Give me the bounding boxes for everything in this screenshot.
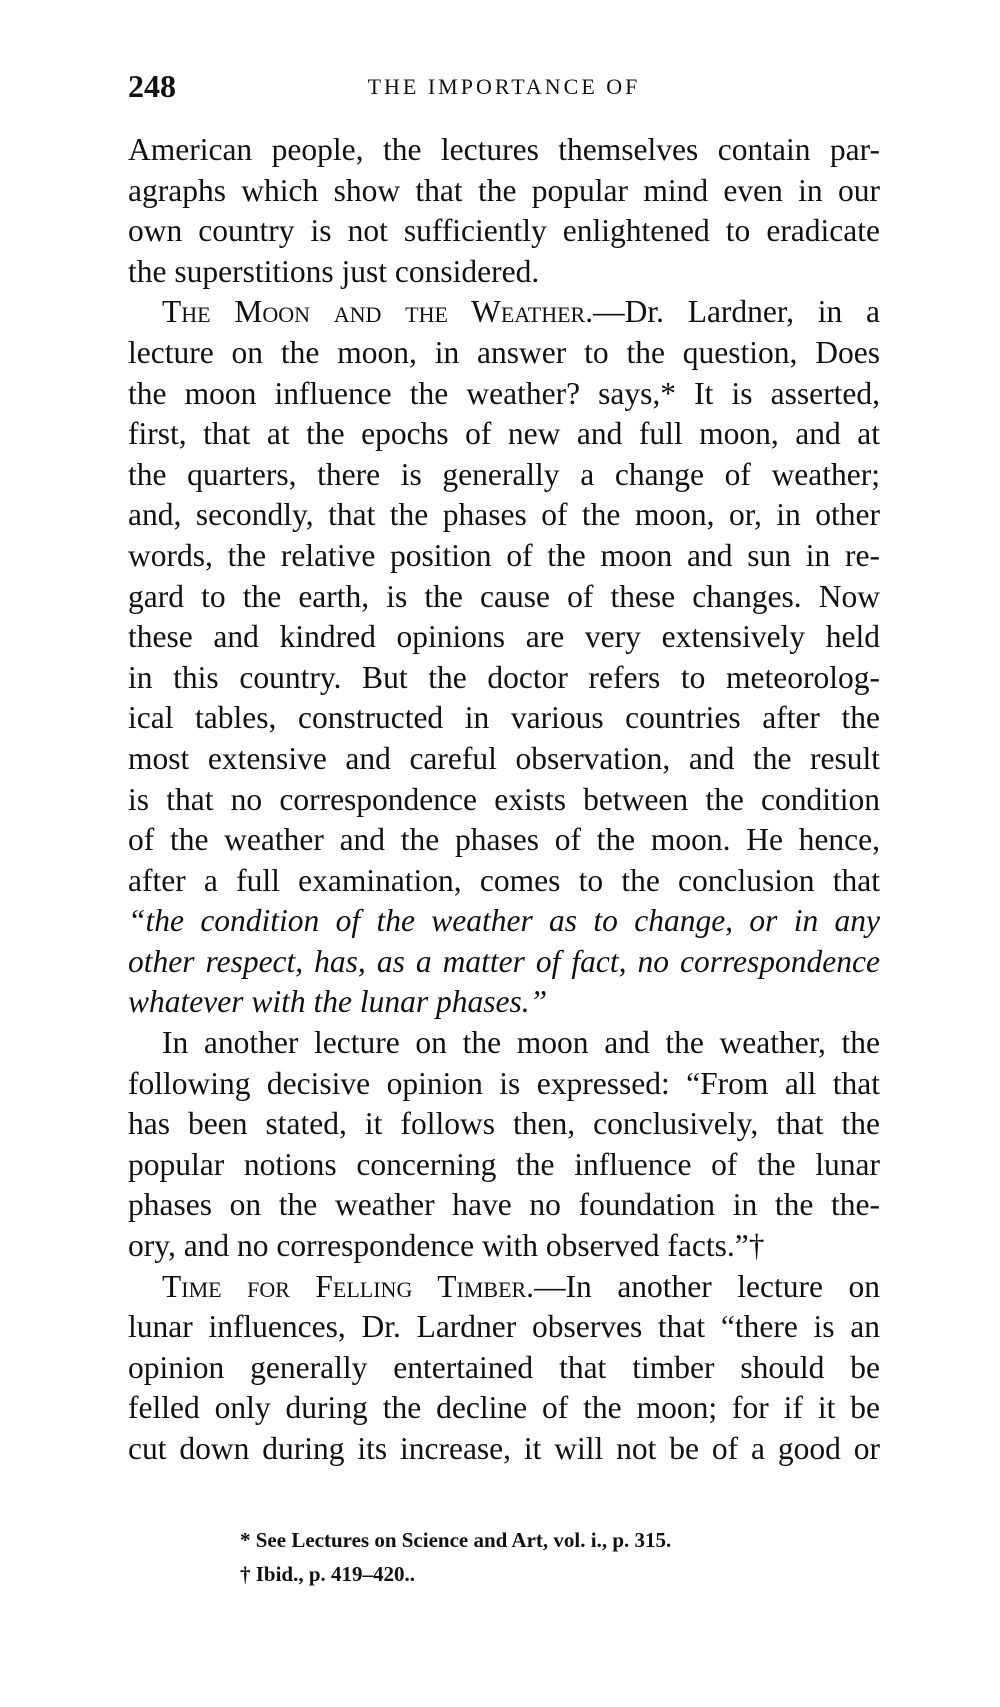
text-line: ory, and no correspondence with observed facts.”† [128,1228,765,1264]
text-line: cut down during its increase, it will not be of a good or [128,1431,880,1466]
footnote-dagger: † Ibid., p. 419–420.. [240,1562,416,1586]
text-line: after a full examination, comes to the conclusion that [128,862,880,898]
text-line: opinion generally entertained that timber should be [128,1349,880,1385]
text-line: own country is not sufficiently enlightened to eradicate [128,213,880,249]
footnote-asterisk: * See Lectures on Science and Art, vol. i., p. 315. [240,1528,672,1552]
text-line: In another lecture on the moon and the weather, the [162,1025,880,1061]
page-header [128,68,880,108]
text-line: lunar influences, Dr. Lardner observes that “there is an [128,1309,880,1345]
text-line: American people, the lectures themselves contain par- [128,132,880,167]
text-line: gard to the earth, is the cause of these changes. Now [128,578,880,614]
running-title: THE IMPORTANCE OF [367,74,641,99]
text-line: the quarters, there is generally a change of weather; [128,456,880,492]
text-line: the moon influence the weather? says,* It is asserted, [128,375,880,411]
text-fragment: —Dr. Lardner, in a [593,294,881,330]
text-line: phases on the weather have no foundation in the the- [128,1187,880,1223]
quoted-line: whatever with the lunar phases.” [128,984,548,1020]
text-line [128,1267,880,1308]
paragraph-1 [128,130,880,292]
text-fragment: —In another lecture on [534,1268,880,1304]
text-line: and, secondly, that the phases of the moon, or, in other [128,497,880,533]
footnotes [240,1523,880,1591]
section-heading-felling-timber: Time for Felling Timber. [162,1268,535,1304]
text-line: the superstitions just considered. [128,253,540,289]
text-line: of the weather and the phases of the moon. He hence, [128,822,880,858]
quoted-line: “the condition of the weather as to change, or in any [128,903,880,939]
paragraph-2 [128,292,880,1023]
text-line: lecture on the moon, in answer to the question, Does [128,334,880,370]
paragraph-4 [128,1267,880,1470]
quoted-line: other respect, has, as a matter of fact, no correspondence [128,943,880,979]
text-line: these and kindred opinions are very extensively held [128,619,880,655]
paragraph-3 [128,1023,880,1267]
text-line: agraphs which show that the popular mind even in our [128,172,880,208]
body-text [128,130,880,1470]
text-line: in this country. But the doctor refers to meteorolog- [128,659,880,695]
text-line: is that no correspondence exists between the condition [128,781,880,817]
text-line: ical tables, constructed in various countries after the [128,700,880,736]
text-line: popular notions concerning the influence of the lunar [128,1146,880,1182]
text-line: words, the relative position of the moon and sun in re- [128,537,880,573]
text-line: most extensive and careful observation, and the result [128,740,880,776]
text-line: has been stated, it follows then, conclusively, that the [128,1106,880,1142]
text-line: felled only during the decline of the moon; for if it be [128,1390,880,1426]
text-line [128,292,880,333]
text-line: first, that at the epochs of new and full moon, and at [128,416,880,452]
section-heading-moon-weather: The Moon and the Weather. [162,294,594,330]
page-number: 248 [128,68,176,104]
text-line: following decisive opinion is expressed: “From all that [128,1065,880,1101]
